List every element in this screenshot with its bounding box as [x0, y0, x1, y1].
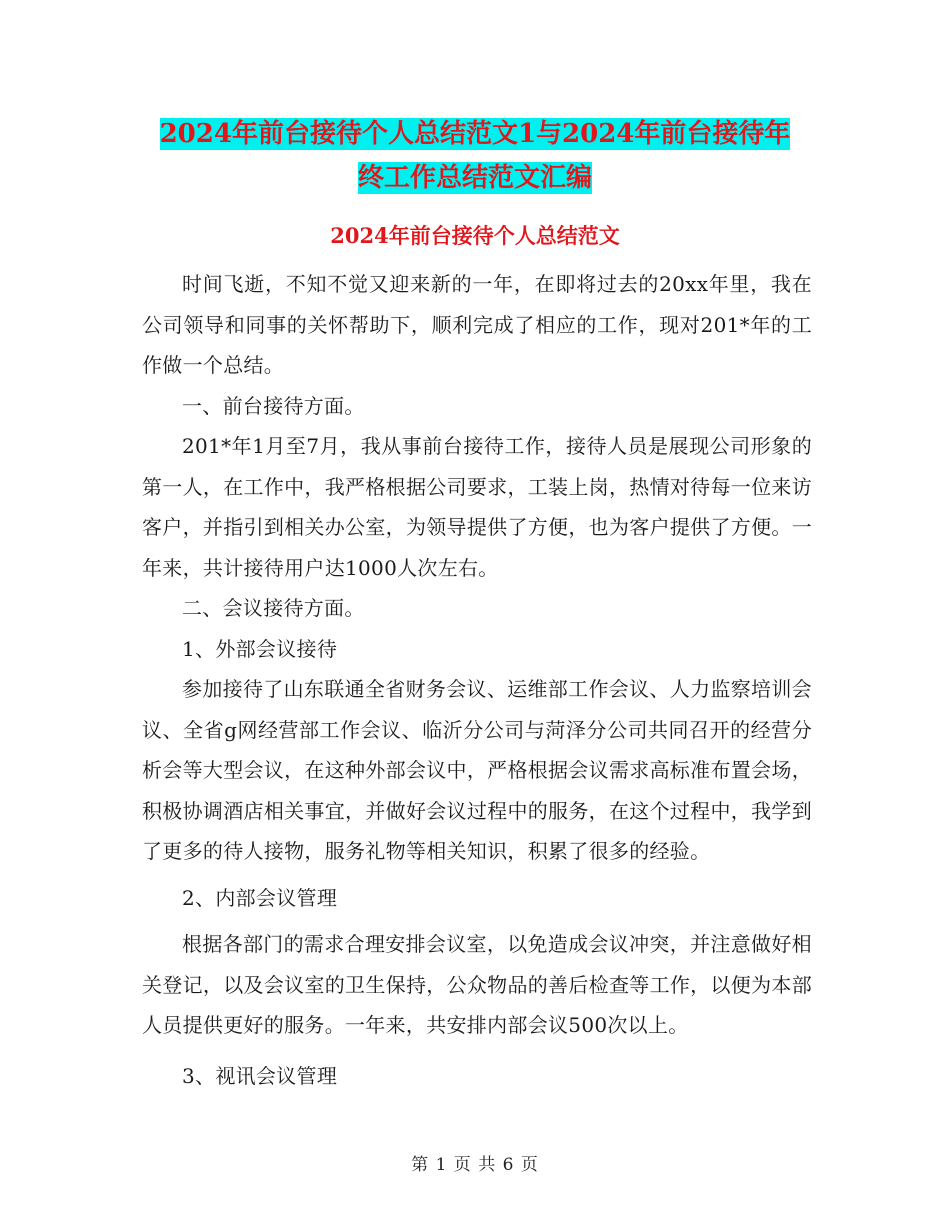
document-title: [0, 112, 950, 200]
section-title: 2024年前台接待个人总结范文: [330, 223, 620, 248]
heading-reception: 一、前台接待方面。: [182, 393, 365, 418]
heading-meetings: 二、会议接待方面。: [182, 596, 365, 620]
paragraph-internal-meetings: 根据各部门的需求合理安排会议室，以免造成会议冲突，并注意做好相关登记，以及会议室的卫生保持，公众物品的善后检查等工作，以便为本部人员提供更好的服务。一年来，共安排内部会议500次以上。: [142, 932, 812, 1037]
paragraph-reception: 201*年1月至7月，我从事前台接待工作，接待人员是展现公司形象的第一人，在工作中，我严格根据公司要求，工装上岗，热情对待每一位来访客户，并指引到相关办公室，为领导提供了方便，也为客户提供了方便。一年来，共计接待用户达1000人次左右。: [142, 434, 812, 580]
heading-video-meetings: 3、视讯会议管理: [182, 1063, 338, 1088]
page-footer: 第 1 页 共 6 页: [411, 1155, 539, 1175]
document-body: [142, 264, 812, 1096]
document-title-line-1: 2024年前台接待个人总结范文1与2024年前台接待年: [159, 119, 791, 149]
heading-external-meetings: 1、外部会议接待: [182, 636, 338, 661]
document-title-line-2: 终工作总结范文汇编: [357, 163, 592, 193]
paragraph-external-meetings: 参加接待了山东联通全省财务会议、运维部工作会议、人力监察培训会议、全省g网经营部工作会议、临沂分公司与菏泽分公司共同召开的经营分析会等大型会议，在这种外部会议中，严格根据会议需求高标准布置会场，积极协调酒店相关事宜，并做好会议过程中的服务，在这个过程中，我学到了更多的待人接物，服务礼物等相关知识，积累了很多的经验。: [142, 677, 812, 863]
paragraph-intro: 时间飞逝，不知不觉又迎来新的一年，在即将过去的20xx年里，我在公司领导和同事的关怀帮助下，顺利完成了相应的工作，现对201*年的工作做一个总结。: [142, 272, 812, 377]
heading-internal-meetings: 2、内部会议管理: [182, 885, 338, 910]
